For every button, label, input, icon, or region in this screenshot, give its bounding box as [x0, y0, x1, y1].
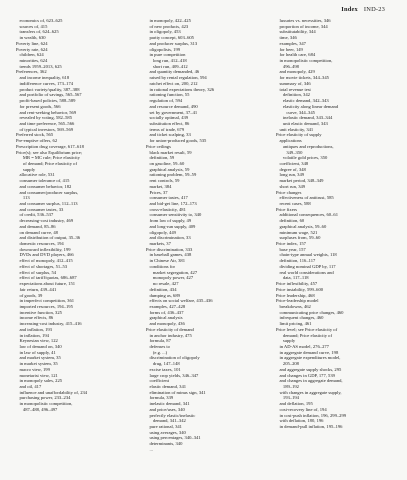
- index-entry: with changes in aggregate supply,: [276, 389, 342, 395]
- index-entry: for union-produced goods, 535: [146, 138, 207, 144]
- index-entry: definition, 434: [146, 286, 177, 292]
- index-entry: real world considerations and: [276, 269, 334, 275]
- index-entry: forms of, 436–437: [146, 309, 184, 315]
- index-entry: law of demand on, 340: [16, 343, 62, 349]
- index-entry: perfectly elastic/inelastic: [146, 412, 196, 418]
- index-entry: data, 117–118: [276, 275, 309, 281]
- index-entry: demand, 341–342: [146, 418, 186, 424]
- index-entry: of typical investors, 569–569: [16, 126, 74, 132]
- index-entry: of demand; Price elasticity of: [16, 160, 77, 166]
- index-entry: minimum wage, 521: [276, 229, 318, 235]
- index-entry: in monopoly sales, 225: [16, 378, 63, 384]
- index-entry: effect of shortages, 51–53: [16, 263, 68, 269]
- index-entry: substitution effect, 86: [146, 120, 190, 126]
- index-entry: effect of tariff/quotas, 686–687: [16, 275, 77, 281]
- index-entry: raised by rental regulation, 594: [146, 75, 207, 81]
- index-entry: Price discrimination, 333: [146, 246, 193, 252]
- index-entry: antiques and reproductions,: [276, 143, 334, 149]
- index-entry: in anchor industry, 475: [146, 332, 192, 338]
- index-entry: from law of supply, 49: [146, 218, 192, 224]
- index-entry: and consumer/producer surplus,: [16, 189, 79, 195]
- index-entry: and quantity demanded, 46: [146, 69, 200, 75]
- index-entry: with deflation, 180, 196: [276, 418, 324, 424]
- index-entry: economics of, 623–625: [16, 18, 63, 23]
- index-entry: in wealth, 630: [16, 35, 46, 41]
- index-entry: and oil, 417: [16, 384, 42, 389]
- index-entry: socially optimal, 439: [146, 115, 189, 121]
- index-entry: terms of trade, 679: [146, 126, 185, 132]
- index-entry: MR = MC rule; Price elasticity: [16, 155, 80, 161]
- index-entry: in aggregate demand curve, 198: [276, 349, 339, 355]
- index-entry: degree of, 348: [276, 166, 306, 172]
- index-entry: trends 1959–2013, 625: [16, 63, 62, 69]
- index-entry: consumer sensitivity to, 340: [146, 212, 202, 218]
- index-entry: formula, 87: [146, 338, 171, 344]
- index-entry: on gasoline, 59–60: [146, 160, 185, 166]
- index-entry: applications: [276, 138, 302, 144]
- index-entry: and time preference, 565–566: [16, 120, 75, 126]
- index-entry: 349–350: [276, 149, 303, 155]
- index-entry: in monopolistic competition,: [276, 58, 333, 64]
- index-entry: curve, 344–345: [276, 109, 315, 115]
- index-entry: for movie tickets, 344–345: [276, 75, 329, 81]
- index-entry: dumping as, 689: [146, 292, 180, 298]
- index-entry: and bid-get line, 172–173: [146, 201, 197, 206]
- index-entry: 487–488, 496–497: [16, 406, 58, 412]
- index-entry: domestic resources, 194: [16, 241, 64, 247]
- index-entry: pure rational, 341: [146, 424, 182, 430]
- index-entry: limit pricing, 461: [276, 321, 312, 327]
- index-entry: volatile gold prices, 350: [276, 155, 328, 161]
- index-entry: revealed by voting, 582–585: [16, 115, 73, 121]
- index-entry: Price-leadership model: [276, 298, 319, 304]
- index-entry: Price elasticity of demand: [146, 326, 194, 332]
- index-entry: rent controls, 59: [146, 178, 180, 184]
- index-entry: Poverty rate, 624: [16, 46, 48, 52]
- index-entry: indifference curves, 173–174: [16, 80, 74, 86]
- index-entry: and consumer tastes, 33: [16, 206, 64, 212]
- index-entry: coefficient: [146, 378, 170, 384]
- index-entry: communicating price changes, 460: [276, 309, 344, 315]
- index-entry: inelastic demand, 343–344: [276, 115, 333, 121]
- index-entry: using averages, 340: [146, 429, 186, 435]
- index-entry: for health care, 684: [276, 52, 316, 58]
- index-entry: Price leadership, 468: [276, 292, 315, 298]
- index-entry: in cost-push inflation, 196, 299–299: [276, 412, 347, 418]
- index-entry: in aggregate expenditures model,: [276, 355, 341, 361]
- index-entry: and deflation, 195: [276, 401, 313, 407]
- index-entry: in rational expectations theory, 326: [146, 86, 215, 92]
- index-entry: formula, 339: [146, 395, 174, 401]
- index-entry: of goods, 39: [16, 292, 43, 298]
- index-entry: fair return, 439–441: [16, 286, 57, 292]
- index-entry: oligopolists, 199: [146, 46, 181, 52]
- index-entry: ratchet effect on, 200, 212: [146, 80, 198, 86]
- index-entry: monetarist view, 121: [16, 372, 58, 378]
- index-entry: Price ceilings: [146, 143, 171, 149]
- index-entry: drug, 147–148: [146, 361, 180, 367]
- index-entry: Price fixers: [276, 206, 298, 212]
- index-entry: black market result, 59: [146, 149, 192, 155]
- index-entry: product variety/quality, 387–388: [16, 86, 80, 92]
- index-entry: cross-elasticity, 481: [146, 206, 186, 212]
- index-entry: minorities, 624: [16, 58, 48, 64]
- index-entry: short run, 349: [276, 183, 306, 189]
- index-entry: in law of supply, 41: [16, 349, 56, 355]
- index-entry: elastic demand, 341: [146, 384, 187, 389]
- index-entry: oligopoly, 449: [146, 229, 176, 235]
- index-entry: total revenue test: [276, 86, 311, 92]
- index-entry: elimination of minus sign, 341: [146, 389, 206, 395]
- index-entry: and monopoly, 436: [146, 321, 185, 327]
- index-entry: unit elasticity, 341: [276, 126, 314, 132]
- index-entry: and income inequality, 618: [16, 75, 70, 81]
- index-entry: parity concept, 603–605: [146, 35, 194, 41]
- index-entry: monopoly power, 427: [146, 275, 194, 281]
- index-entry: regulation of, 594: [146, 98, 183, 104]
- index-entry: in baseball games, 438: [146, 252, 192, 258]
- index-entry: and aggregate supply shocks, 295: [276, 366, 342, 372]
- index-entry: examples, 427–428: [146, 303, 186, 309]
- index-entry: unit elastic demand, 343: [276, 120, 328, 126]
- index-entry: 496–498: [276, 63, 299, 69]
- index-entry: additional consequences, 60–61: [276, 212, 338, 218]
- index-entry: Prescription drug coverage, 617–618: [16, 143, 84, 149]
- index-entry: influence and unaffordability of, 234: [16, 389, 88, 395]
- index-entry: and demand, 85–86: [16, 223, 56, 229]
- page-header: [341, 6, 385, 13]
- index-entry: in inflation, 194: [16, 332, 49, 338]
- index-entry: elasticity along linear demand: [276, 103, 339, 109]
- index-entry: 193–194: [276, 395, 299, 401]
- index-entry: in market system, 35: [16, 361, 58, 367]
- index-column-1: [16, 18, 138, 413]
- index-entry: rationing function, 55: [146, 92, 190, 98]
- index-entry: for beer, 149: [276, 46, 303, 52]
- index-entry: and monopoly, 429: [276, 69, 315, 75]
- index-entry: consumer tastes, 417: [146, 195, 188, 201]
- index-entry: expectations about future, 151: [16, 281, 76, 287]
- index-entry: Preferences, 362: [16, 69, 47, 75]
- index-entry: and inflation, 193: [16, 326, 52, 332]
- index-entry: inelastic demand, 341: [146, 401, 190, 407]
- index-entry: substitutability, 344: [276, 29, 316, 35]
- index-entry: and consumer surplus, 112–113: [16, 201, 78, 206]
- index-entry: using percentages, 340–341: [146, 435, 201, 441]
- index-entry: decreasing-cost industry, 469: [16, 218, 74, 224]
- index-entry: effectiveness of antitrust, 585: [276, 195, 334, 201]
- index-entry: in monopoly, 422–425: [146, 18, 191, 23]
- index-entry: purchasing power, 233–234: [16, 395, 71, 401]
- index-entry: 189–192: [276, 384, 299, 389]
- index-entry: Price(s); see also Equilibrium price;: [16, 149, 83, 155]
- index-entry: proportion of income, 344: [276, 23, 328, 29]
- index-entry: Price level; see Price elasticity of: [276, 326, 338, 332]
- index-entry: infrequent changes, 460: [276, 315, 324, 321]
- index-entry: Price instability, 599–600: [276, 286, 324, 292]
- index-entry: Pre-emptive offers, 62: [16, 138, 58, 144]
- index-entry: of new products, 423: [146, 23, 189, 29]
- index-entry: demand; Price elasticity of: [276, 332, 333, 338]
- index-entry: Price elasticity of supply: [276, 132, 322, 138]
- index-entry: downward inflexibility, 199: [16, 246, 71, 252]
- index-entry: Prices, 37: [146, 189, 168, 195]
- index-entry: chain-type annual weights, 118: [276, 252, 337, 258]
- index-entry: definition, 60: [276, 218, 305, 224]
- page-number: Index: [341, 6, 358, 13]
- index-entry: conditions for: [146, 263, 176, 269]
- index-entry: increasing-cost industry, 415–416: [16, 321, 82, 327]
- running-head: IND-23: [363, 6, 385, 13]
- index-entry: summary of, 346: [276, 80, 311, 86]
- index-entry: imported resources, 194–195: [16, 303, 73, 309]
- index-entry: Price inflexibility, 457: [276, 281, 318, 287]
- index-entry: and consumer behavior, 182: [16, 183, 72, 189]
- index-entry: consumer tolerance of, 415: [16, 178, 70, 184]
- index-entry: graphical analysis, 59–60: [276, 223, 327, 229]
- index-entry: Price changes: [276, 189, 302, 195]
- index-entry: supply: [16, 166, 36, 172]
- index-entry: and long-run supply, 409: [146, 223, 196, 229]
- index-entry: (e.g. ...): [146, 349, 168, 355]
- index-entry: graphical analysis, 59: [146, 166, 190, 172]
- index-entry: and price/uses, 340: [146, 406, 185, 412]
- index-entry: market, 384: [146, 183, 172, 189]
- index-entry: income effects, 86: [16, 315, 54, 321]
- index-entry: Keynesian view, 122: [16, 338, 58, 344]
- index-entry: long run, 412–418: [146, 58, 187, 64]
- index-entry: effects on social welfare, 435–436: [146, 298, 213, 304]
- index-entry: determinants, 340: [146, 441, 183, 447]
- index-entry: short run, 409–412: [146, 63, 188, 69]
- index-entry: dividing nominal GDP by, 117: [276, 263, 336, 269]
- index-entry: base year, 157: [276, 246, 306, 252]
- index-entry: on demand curve, 48: [16, 229, 58, 235]
- index-entry: and rent-seeking behavior, 569: [16, 109, 77, 115]
- index-entry: market segregation, 427: [146, 269, 198, 275]
- index-entry: macro view, 199: [16, 366, 50, 372]
- index-entry: recent cases, 588: [276, 201, 311, 206]
- index-entry: Preferred stock, 565: [16, 132, 54, 138]
- index-entry: children, 624: [16, 52, 44, 58]
- index-entry: markets, 37: [146, 241, 171, 247]
- index-entry: definition, 116–117: [276, 258, 316, 264]
- index-entry: 205–208: [276, 361, 299, 367]
- index-entry: incentive function, 325: [16, 309, 62, 315]
- index-entry: market period, 348–349: [276, 178, 324, 184]
- index-entry: examples, 347: [276, 40, 306, 46]
- index-entry: and discrimination, 33: [146, 235, 191, 241]
- index-entry: and producer surplus, 313: [146, 40, 198, 46]
- index-entry: Price index, 157: [276, 241, 306, 247]
- index-column-2: [146, 18, 268, 453]
- index-entry: in Chinese Air, 381: [146, 258, 185, 264]
- index-entry: defenses to: [146, 343, 170, 349]
- index-entry: and market system, 35: [16, 355, 61, 361]
- index-entry: in demand-pull inflation, 195–196: [276, 424, 343, 430]
- index-entry: luxuries vs. necessities, 346: [276, 18, 331, 23]
- index-entry: effect of monopoly, 412–415: [16, 258, 73, 264]
- index-entry: allocative role, 531: [16, 172, 55, 178]
- index-entry: definition, 342: [276, 92, 310, 98]
- index-entry: in AD-AS model, 276–277: [276, 343, 329, 349]
- index-entry: profit-based policies, 588–589: [16, 98, 76, 104]
- index-entry: long run, 349: [276, 172, 305, 178]
- index-entry: surpluses from, 59–60: [276, 235, 321, 241]
- index-entry: set by government, 37–41: [146, 109, 198, 115]
- index-entry: of credit, 536–537: [16, 212, 54, 218]
- index-entry: in monopolistic competition,: [16, 401, 73, 407]
- index-entry: and distribution of output, 35–36: [16, 235, 81, 241]
- index-entry: in imperfect competition, 361: [16, 298, 75, 304]
- index-entry: for present goods, 566: [16, 103, 61, 109]
- index-entry: and changes in aggregate demand,: [276, 378, 343, 384]
- index-entry: supply: [276, 338, 296, 344]
- index-entry: coefficient, 348: [276, 160, 309, 166]
- index-entry: Poverty line, 624: [16, 40, 48, 46]
- index-entry: time, 346: [276, 35, 297, 41]
- index-entry: ...: [146, 446, 153, 452]
- index-entry: transfers of, 624–625: [16, 29, 59, 35]
- index-entry: elastic demand, 342–343: [276, 98, 329, 104]
- index-entry: discrimination of oligopoly: [146, 355, 200, 361]
- index-entry: and ticket scalping, 33: [146, 132, 191, 138]
- index-entry: sources of, 415: [16, 23, 48, 29]
- index-entry: effect of surplus, 54: [16, 269, 57, 275]
- index-entry: in pure competition: [146, 52, 186, 58]
- index-entry: rationing problem, 59–59: [146, 172, 197, 178]
- index-entry: definition, 59: [146, 155, 175, 161]
- index-entry: graphical analysis: [146, 315, 183, 321]
- index-entry: in oligopoly, 453: [146, 29, 181, 35]
- index-entry: large crop yields, 346–347: [146, 372, 199, 378]
- index-entry: cost-recovery line of, 194: [276, 406, 327, 412]
- index-entry: and portfolio of savings, 565–567: [16, 92, 82, 98]
- index-entry: excise taxes, 101: [146, 366, 181, 372]
- index-entry: breakdowns, 462: [276, 303, 311, 309]
- index-entry: and resource demand, 490: [146, 103, 198, 109]
- index-entry: DVDs and DVD players, 466: [16, 252, 74, 258]
- index-entry: no resale, 427: [146, 281, 179, 287]
- index-column-3: [276, 18, 396, 430]
- index-entry: and changes in GDP, 177, 539: [276, 372, 335, 378]
- index-entry: 113: [16, 195, 30, 201]
